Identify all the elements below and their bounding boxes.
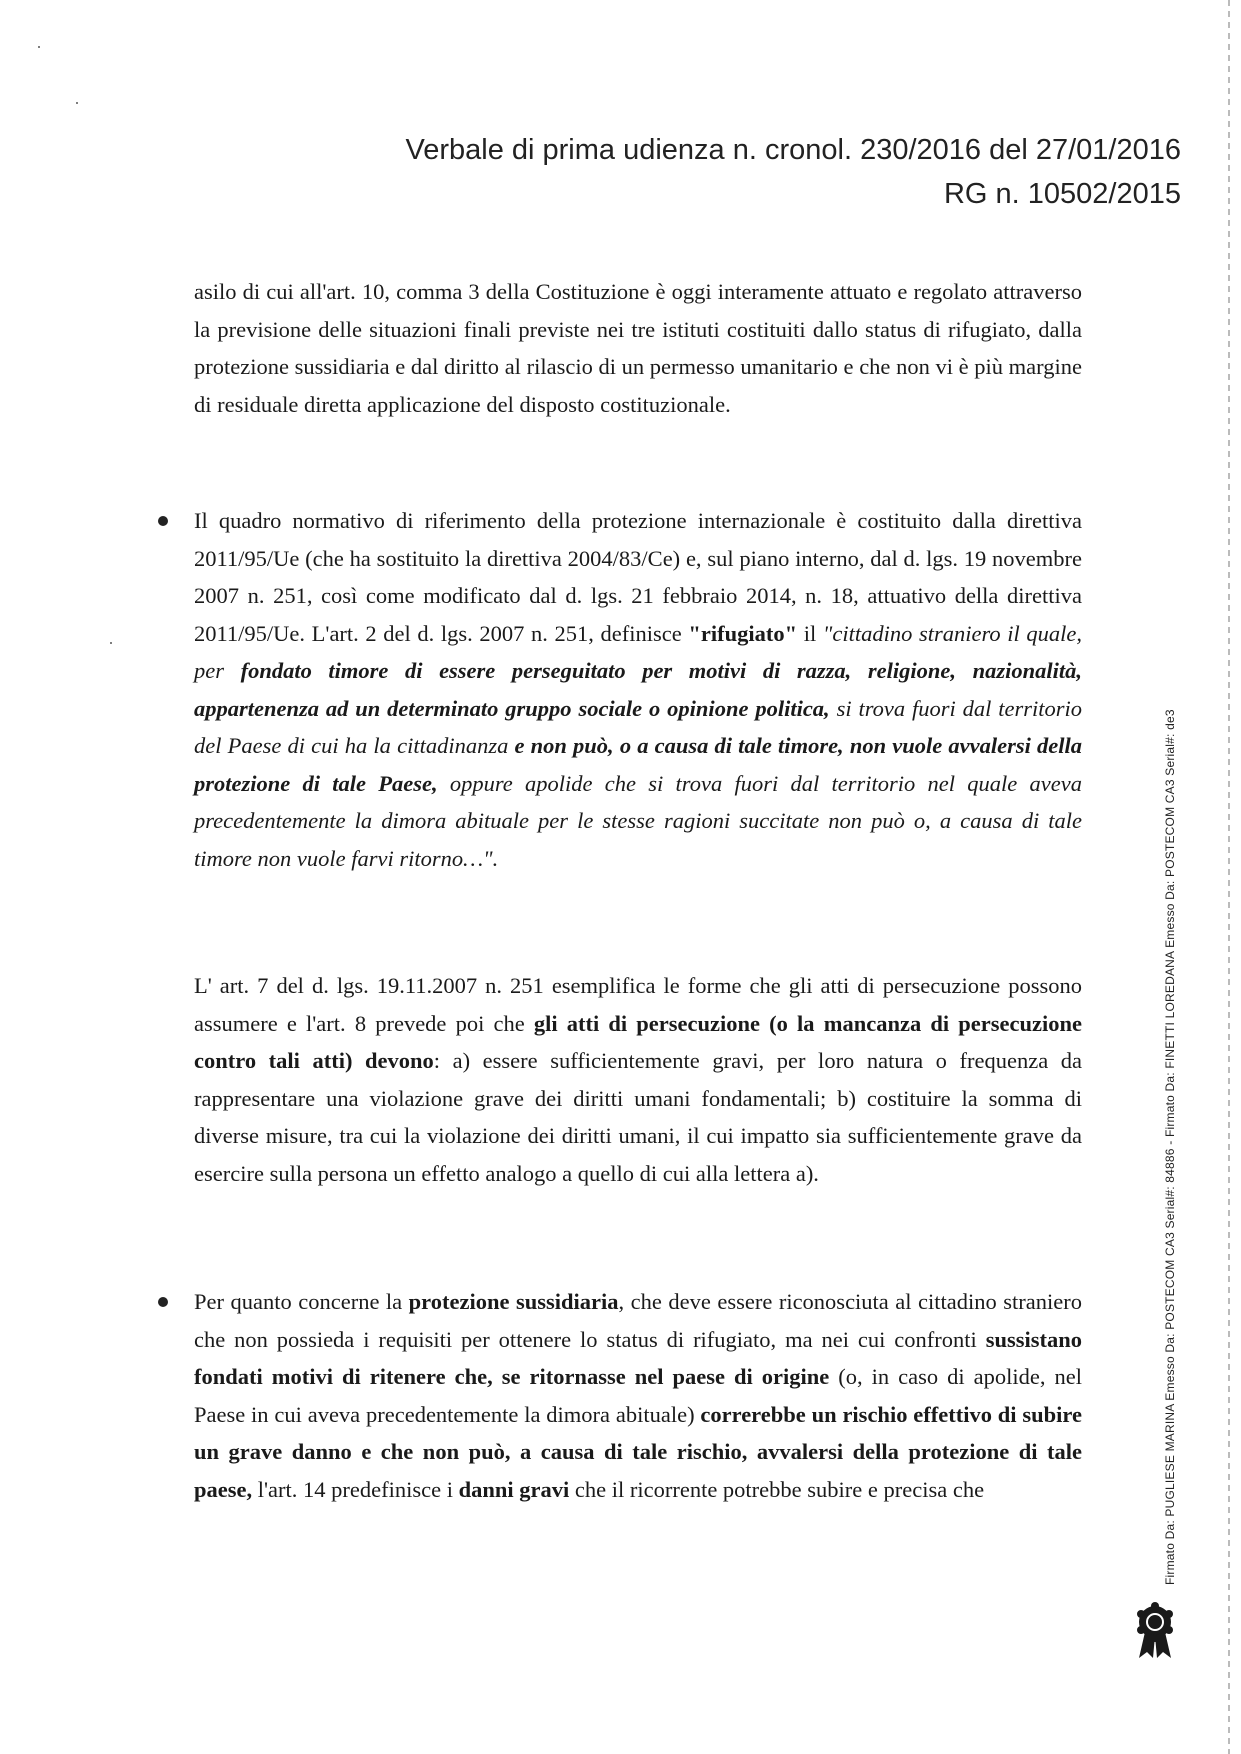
bullet-point-2 [158,1297,168,1307]
paragraph-protezione-sussidiaria [194,1283,1082,1508]
paragraph-text: l'art. 14 predefinisce i [252,1476,459,1502]
definition-quote: "cittadino straniero il quale, per [194,620,1082,683]
definition-bold-italic: fondato timore di essere perseguitato per motivi di razza, religione, nazionalità, appartenenza ad un determinato gruppo sociale o opinione politica, [194,658,1082,721]
paragraph-text: , che deve essere riconosciuta al cittadino straniero che non possieda i requisiti per ottenere lo status di rifugiato, ma nei cui confronti [194,1289,1082,1352]
paragraph-text: che il ricorrente potrebbe subire e precisa che [569,1476,985,1502]
bold-phrase: gli atti di persecuzione (o la mancanza di persecuzione contro tali atti) devono [194,1010,1082,1073]
bullet-point-1 [158,516,168,526]
paragraph-text: il [797,620,823,646]
paragraph-quadro-normativo [194,502,1082,877]
bold-phrase: protezione sussidiaria [408,1289,619,1314]
bold-phrase: sussistano fondati motivi di ritenere che, se ritornasse nel paese di origine [194,1326,1082,1389]
paragraph-art-7-8 [194,967,1082,1192]
definition-quote: oppure apolide che si trova fuori dal territorio nel quale aveva precedentemente la dimora abituale per le stesse ragioni succitate non può o, a causa di tale timore non vuole farvi ritorno…". [194,770,1082,871]
paragraph-text: (o, in caso di apolide, nel Paese in cui aveva precedentemente la dimora abituale) [194,1364,1082,1427]
bold-phrase: danni gravi [458,1476,570,1502]
digital-signature-stamp: Firmato Da: PUGLIESE MARINA Emesso Da: POSTECOM CA3 Serial#: 84886 - Firmato Da: FINETTI LOREDANA Emesso Da: POSTECOM CA3 Serial#: de3 [1163,709,1177,1585]
term-rifugiato: "rifugiato" [688,620,798,646]
definition-bold-italic: e non può, o a causa di tale timore, non vuole avvalersi della protezione di tale Paese, [194,733,1082,796]
definition-quote: si trova fuori dal territorio del Paese di cui ha la cittadinanza [194,695,1083,758]
scan-speck [76,102,78,104]
scan-speck [38,46,40,48]
paragraph-text: : a) essere sufficientemente gravi, per loro natura o frequenza da rappresentare una violazione grave dei diritti umani fondamentali; b) costituire la somma di diverse misure, tra cui la violazione dei diritti umani, il cui impatto sia sufficientemente grave da esercire sulla persona un effetto analogo a quello di cui alla lettera a). [194,1048,1082,1186]
bold-phrase: correrebbe un rischio effettivo di subire un grave danno e che non può, a causa di tale rischio, avvalersi della protezione di tale paese, [194,1401,1082,1502]
paragraph-text: Il quadro normativo di riferimento della protezione internazionale è costituito dalla direttiva 2011/95/Ue (che ha sostituito la direttiva 2004/83/Ce) e, sul piano interno, dal d. lgs. 19 novembre 2007 n. 251, così come modificato dal d. lgs. 21 febbraio 2014, n. 18, attuativo della direttiva 2011/95/Ue. L'art. 2 del d. lgs. 2007 n. 251, definisce [194,508,1082,646]
scan-speck [110,642,112,644]
paragraph-text: L' art. 7 del d. lgs. 19.11.2007 n. 251 esemplifica le forme che gli atti di persecuzione possono assumere e l'art. 8 prevede poi che [194,973,1082,1036]
page-edge-scan-artifact [1228,0,1230,1754]
paragraph-asilo [194,273,1082,423]
paragraph-text: asilo di cui all'art. 10, comma 3 della Costituzione è oggi interamente attuato e regolato attraverso la previsione delle situazioni finali previste nei tre istituti costituiti dallo status di rifugiato, dalla protezione sussidiaria e dal diritto al rilascio di un permesso umanitario e che non vi è più margine di residuale diretta applicazione del disposto costituzionale. [194,279,1082,417]
document-header [405,128,1181,216]
seal-rosette-icon [1133,1602,1177,1660]
paragraph-text: Per quanto concerne la [194,1289,409,1314]
header-rg-line: RG n. 10502/2015 [943,178,1181,210]
header-verbale-line: Verbale di prima udienza n. cronol. 230/2016 del 27/01/2016 [405,134,1181,166]
